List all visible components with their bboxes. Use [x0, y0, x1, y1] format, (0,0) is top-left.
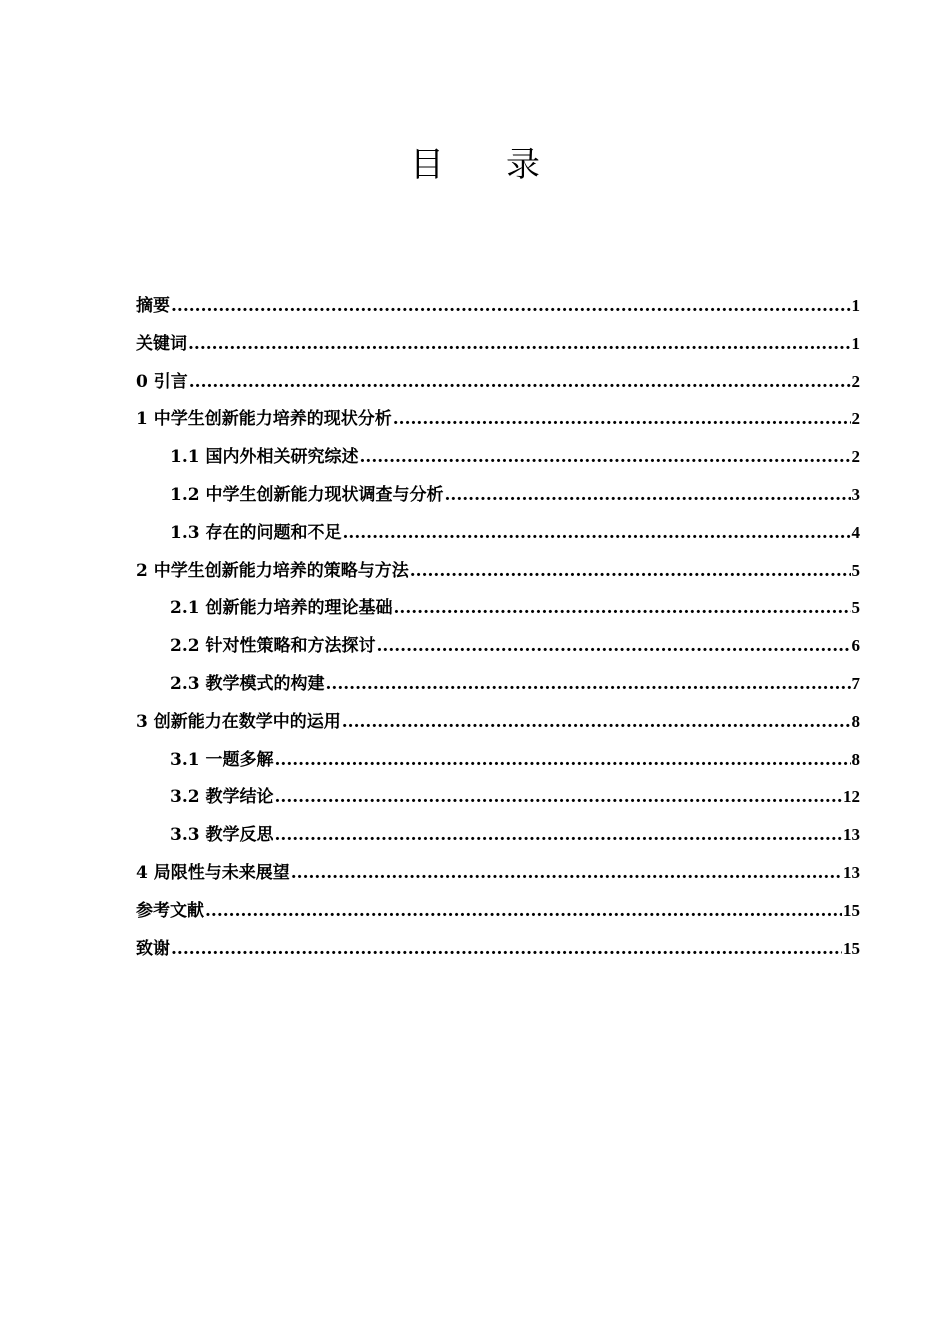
- toc-entry-chapter-1[interactable]: [136, 400, 860, 438]
- toc-entry-label: 1.2 中学生创新能力现状调查与分析: [170, 484, 444, 505]
- toc-leader-dots: [394, 590, 851, 628]
- toc-leader-dots: [393, 401, 851, 439]
- toc-leader-dots: [171, 288, 851, 326]
- toc-entry-label: 2.3 教学模式的构建: [170, 673, 325, 694]
- page-title-char-1: 目: [410, 145, 444, 185]
- toc-entry-label: 4 局限性与未来展望: [136, 862, 290, 883]
- toc-entry-acknowledgements[interactable]: [136, 930, 860, 968]
- toc-entry-label: 0 引言: [136, 371, 188, 392]
- toc-entry-section-3-3[interactable]: [136, 816, 860, 854]
- toc-entry-references[interactable]: [136, 892, 860, 930]
- toc-entry-page: 8: [851, 749, 860, 769]
- toc-entry-page: 1: [851, 333, 860, 353]
- toc-entry-page: 2: [851, 447, 860, 467]
- toc-entry-section-3-1[interactable]: [136, 741, 860, 779]
- toc-entry-section-3-2[interactable]: [136, 778, 860, 816]
- toc-leader-dots: [275, 779, 843, 817]
- toc-entry-section-2-1[interactable]: [136, 589, 860, 627]
- toc-entry-page: 12: [843, 787, 860, 807]
- toc-entry-page: 15: [843, 900, 860, 920]
- toc-entry-keywords[interactable]: [136, 325, 860, 363]
- toc-entry-label: 1.3 存在的问题和不足: [170, 522, 342, 543]
- toc-leader-dots: [275, 817, 843, 855]
- toc-entry-introduction[interactable]: [136, 363, 860, 401]
- toc-leader-dots: [377, 628, 851, 666]
- toc-entry-section-2-3[interactable]: [136, 665, 860, 703]
- toc-entry-page: 5: [851, 598, 860, 618]
- toc-entry-section-1-2[interactable]: [136, 476, 860, 514]
- toc-entry-section-1-3[interactable]: [136, 514, 860, 552]
- toc-leader-dots: [360, 439, 851, 477]
- toc-entry-label: 1.1 国内外相关研究综述: [170, 447, 359, 468]
- toc-entry-page: 8: [851, 711, 860, 731]
- page-title: [0, 140, 950, 190]
- toc-entry-abstract[interactable]: [136, 287, 860, 325]
- toc-entry-page: 3: [851, 484, 860, 504]
- toc-entry-page: 13: [843, 862, 860, 882]
- toc-entry-page: 7: [851, 673, 860, 693]
- table-of-contents: [136, 287, 860, 967]
- toc-leader-dots: [275, 742, 851, 780]
- toc-leader-dots: [343, 515, 851, 553]
- toc-entry-chapter-3[interactable]: [136, 703, 860, 741]
- toc-entry-page: 5: [851, 560, 860, 580]
- toc-entry-label: 摘要: [136, 296, 170, 316]
- toc-leader-dots: [189, 364, 851, 402]
- toc-leader-dots: [326, 666, 851, 704]
- toc-entry-page: 15: [843, 938, 860, 958]
- toc-entry-label: 3.3 教学反思: [170, 825, 274, 846]
- toc-leader-dots: [205, 893, 842, 931]
- toc-leader-dots: [188, 326, 851, 364]
- page-title-char-2: 录: [506, 145, 540, 185]
- toc-entry-page: 2: [851, 371, 860, 391]
- toc-entry-label: 2 中学生创新能力培养的策略与方法: [136, 560, 409, 581]
- toc-entry-label: 2.1 创新能力培养的理论基础: [170, 598, 393, 619]
- toc-entry-section-2-2[interactable]: [136, 627, 860, 665]
- toc-entry-label: 参考文献: [136, 900, 204, 921]
- toc-leader-dots: [445, 477, 851, 515]
- toc-entry-chapter-4[interactable]: [136, 854, 860, 892]
- toc-leader-dots: [342, 704, 851, 742]
- toc-entry-section-1-1[interactable]: [136, 438, 860, 476]
- toc-leader-dots: [291, 855, 842, 893]
- toc-entry-page: 2: [851, 409, 860, 429]
- toc-entry-label: 1 中学生创新能力培养的现状分析: [136, 409, 392, 430]
- toc-entry-chapter-2[interactable]: [136, 552, 860, 590]
- toc-leader-dots: [171, 931, 842, 969]
- toc-leader-dots: [410, 553, 851, 591]
- toc-entry-label: 关键词: [136, 333, 187, 354]
- toc-entry-label: 3.1 一题多解: [170, 749, 274, 770]
- toc-entry-page: 13: [843, 825, 860, 845]
- toc-entry-label: 致谢: [136, 938, 170, 959]
- toc-entry-page: 1: [851, 296, 860, 315]
- toc-entry-label: 2.2 针对性策略和方法探讨: [170, 636, 376, 657]
- toc-entry-label: 3 创新能力在数学中的运用: [136, 711, 341, 732]
- toc-entry-page: 4: [851, 522, 860, 542]
- toc-entry-label: 3.2 教学结论: [170, 787, 274, 808]
- toc-entry-page: 6: [851, 636, 860, 656]
